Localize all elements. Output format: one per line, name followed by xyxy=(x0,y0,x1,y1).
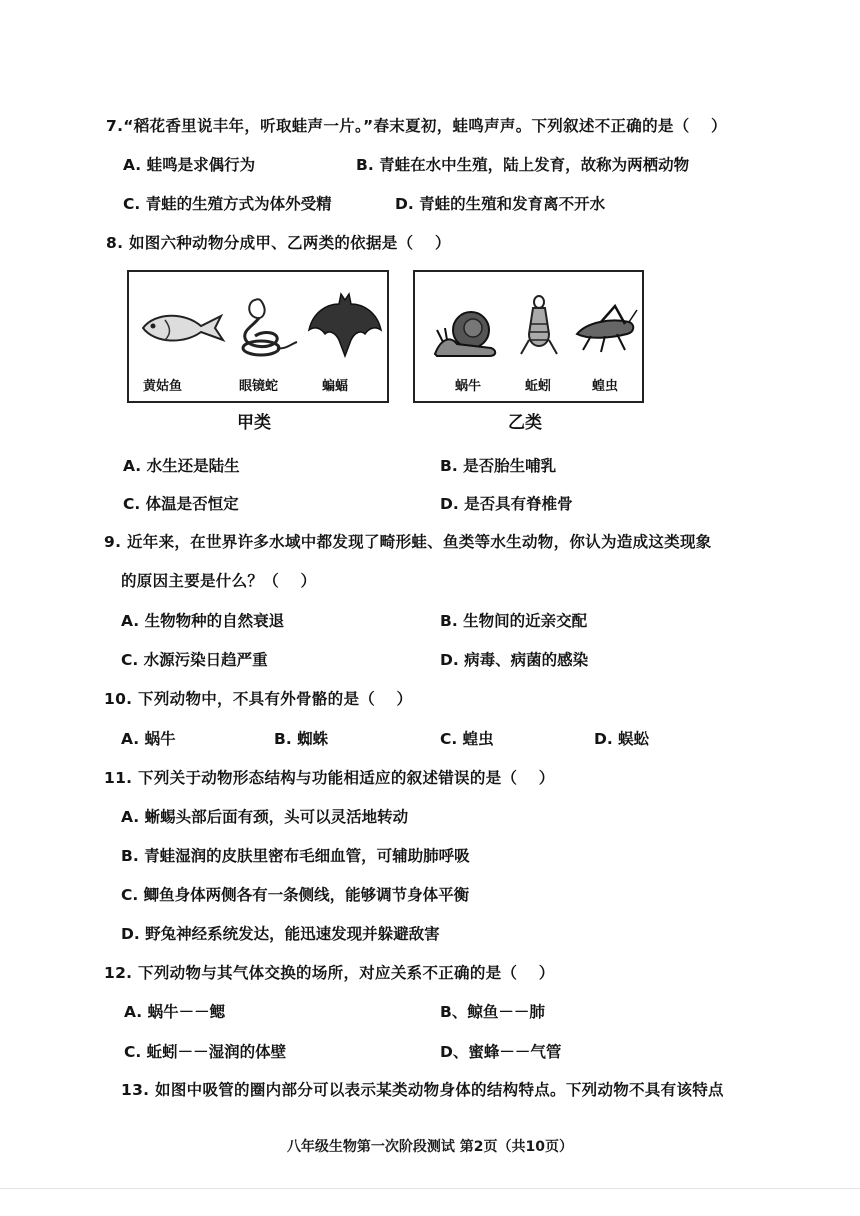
figure-caption-group-a: 甲类 xyxy=(237,413,271,433)
page-footer: 八年级生物第一次阶段测试 第2页（共10页） xyxy=(286,1139,574,1155)
animal-label-locust: 蝗虫 xyxy=(592,379,619,394)
question-9-option-b: B. 生物间的近亲交配 xyxy=(440,612,588,630)
figure-caption-group-b: 乙类 xyxy=(508,413,542,433)
figure-group-a-box xyxy=(127,270,389,403)
question-10-option-c: C. 蝗虫 xyxy=(440,730,494,748)
question-11-option-d: D. 野兔神经系统发达，能迅速发现并躲避敌害 xyxy=(121,925,440,943)
animal-label-snail: 蜗牛 xyxy=(455,379,482,394)
question-9-option-d: D. 病毒、病菌的感染 xyxy=(440,651,589,669)
question-10-option-a: A. 蜗牛 xyxy=(121,730,176,748)
question-10-option-b: B. 蜘蛛 xyxy=(274,730,329,748)
figure-group-b-box xyxy=(413,270,644,403)
question-10-stem: 10. 下列动物中，不具有外骨骼的是（ ） xyxy=(104,690,413,708)
question-8-option-d: D. 是否具有脊椎骨 xyxy=(440,495,573,513)
question-8-option-a: A. 水生还是陆生 xyxy=(123,457,240,475)
question-9-stem-line-2: 的原因主要是什么？（ ） xyxy=(121,572,317,590)
question-8-stem: 8. 如图六种动物分成甲、乙两类的依据是（ ） xyxy=(106,234,451,252)
question-11-option-b: B. 青蛙湿润的皮肤里密布毛细血管，可辅助肺呼吸 xyxy=(121,847,470,865)
animal-label-bat: 蝙蝠 xyxy=(322,379,349,394)
bat-icon xyxy=(305,290,385,360)
question-8-option-c: C. 体温是否恒定 xyxy=(123,495,239,513)
question-9-option-c: C. 水源污染日趋严重 xyxy=(121,651,268,669)
question-7-option-d: D. 青蛙的生殖和发育离不开水 xyxy=(395,195,606,213)
question-7-option-b: B. 青蛙在水中生殖，陆上发育，故称为两栖动物 xyxy=(356,156,690,174)
question-12-option-c: C. 蚯蚓－－湿润的体壁 xyxy=(124,1043,287,1061)
question-12-option-b: B、鲸鱼－－肺 xyxy=(440,1003,545,1021)
question-11-option-a: A. 蜥蜴头部后面有颈，头可以灵活地转动 xyxy=(121,808,409,826)
yellow-croaker-fish-icon xyxy=(137,308,227,348)
question-7-stem: 7.“稻花香里说丰年，听取蛙声一片。”春末夏初，蛙鸣声声。下列叙述不正确的是（ ） xyxy=(106,117,727,135)
question-13-stem: 13. 如图中吸管的圈内部分可以表示某类动物身体的结构特点。下列动物不具有该特点 xyxy=(121,1081,724,1099)
question-11-option-c: C. 鲫鱼身体两侧各有一条侧线，能够调节身体平衡 xyxy=(121,886,470,904)
animal-label-earthworm: 蚯蚓 xyxy=(525,379,552,394)
question-10-option-d: D. 蜈蚣 xyxy=(594,730,650,748)
question-9-stem-line-1: 9. 近年来，在世界许多水域中都发现了畸形蛙、鱼类等水生动物，你认为造成这类现象 xyxy=(104,533,712,551)
page-bottom-rule xyxy=(0,1188,860,1189)
question-11-stem: 11. 下列关于动物形态结构与功能相适应的叙述错误的是（ ） xyxy=(104,769,555,787)
animal-label-cobra: 眼镜蛇 xyxy=(239,379,279,394)
question-8-option-b: B. 是否胎生哺乳 xyxy=(440,457,557,475)
question-7-option-a: A. 蛙鸣是求偶行为 xyxy=(123,156,256,174)
earthworm-icon xyxy=(515,294,563,360)
question-7-option-c: C. 青蛙的生殖方式为体外受精 xyxy=(123,195,332,213)
locust-icon xyxy=(571,300,641,356)
question-12-option-d: D、蜜蜂－－气管 xyxy=(440,1043,562,1061)
question-12-option-a: A. 蜗牛－－鳃 xyxy=(124,1003,226,1021)
question-12-stem: 12. 下列动物与其气体交换的场所，对应关系不正确的是（ ） xyxy=(104,964,555,982)
cobra-icon xyxy=(233,292,303,360)
question-9-option-a: A. 生物物种的自然衰退 xyxy=(121,612,285,630)
snail-icon xyxy=(431,308,503,360)
animal-label-yellow-croaker: 黄姑鱼 xyxy=(143,379,183,394)
